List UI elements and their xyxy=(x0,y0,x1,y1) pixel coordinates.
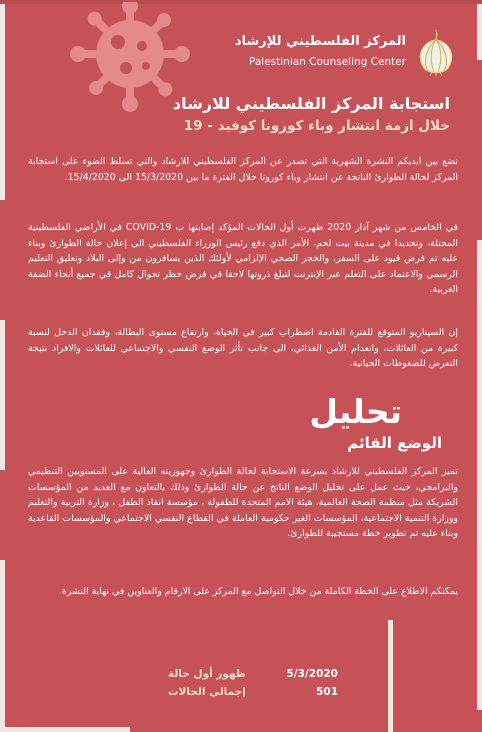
contact-paragraph: يمكنكم الاطلاع على الخطة الكاملة من خلال التواصل مع المركز على الارقام والعناوين في نهاية النشرة. xyxy=(58,586,458,597)
stat-value: 501 xyxy=(316,686,338,698)
page-title: استجابة المركز الفلسطيني للارشاد xyxy=(172,94,450,113)
frame-left-bottom xyxy=(0,320,5,470)
stats-box xyxy=(168,668,338,704)
stat-row xyxy=(168,668,338,686)
outbreak-paragraph: في الخامس من شهر آذار 2020 ظهرت أول الحالات المؤكد إصابتها ب COVID-19 في الأراضي الفلسطينية المحتلة، وتحديدا في مدينة بيت لحم، الأمر الذي دفع رئيس الوزراء الفلسطيني الى إعلان حالة الطوارئ وبناء عليه تم فرض قيود على السفر، والحجر الصحي الإلزامي لأولئك الذين يسافرون من وإلى البلاد وتعليق التعليم الرسمي والاعتماد على التعلم عبر الإنترنت لتبلغ ذروتها لاحقا في فرض حظر تجوال كامل في جميع أنحاء الضفة الغربية. xyxy=(28,222,458,295)
page-subtitle: خلال ازمة انتشار وباء كورونا كوفيد - 19 xyxy=(183,118,450,134)
frame-left-top xyxy=(0,0,5,200)
frame-right-mid xyxy=(477,240,482,710)
frame-bottom-right-line xyxy=(388,620,393,732)
section-title: تحليل xyxy=(309,392,402,431)
frame-right-top xyxy=(477,0,482,60)
frame-bottom-left-corner xyxy=(0,560,5,732)
scenario-paragraph: إن السيناريو المتوقع للفترة القادمة اضطراب كبير في الحياة، وارتفاع مستوى البطالة، وفقدان الدخل لنسبة كبيرة من العائلات، وانعدام الأمن الغذائي، الى جانب تأثر الوضع النفسي والاجتماعي للعائلات والافراد نتيجة التعرض للضغوطات الحياتية. xyxy=(28,327,458,369)
onion-logo-icon xyxy=(414,28,458,76)
org-name-ar: المركز الفلسطيني للإرشاد xyxy=(234,34,406,49)
analysis-paragraph: تميز المركز الفلسطيني للارشاد بسرعة الاستجابة لحالة الطوارئ وجهوزيته العالية على المستويين التنظيمي والبرامجي، حيث عمل على تحليل الوضع الناتج عن حالة الطوارئ وذلك بالتعاون مع العديد من المؤسسات الشريكة مثل منظمة الصحة العالمية، هيئة الامم المتحدة للطفولة ، مؤسسة انقاذ الطفل ، وزارة التربية والتعليم ووزارة التنمية الاجتماعية، المؤسسات الغير حكومية العاملة في القطاع النفسي الاجتماعي والمؤسسات القاعدية وبناء عليه تم تطوير خطة مستجيبة للطوارئ. xyxy=(28,466,458,539)
stat-label: إجمالي الحالات xyxy=(168,686,246,698)
frame-bottom-left xyxy=(0,727,130,732)
stat-label: ظهور أول حالة xyxy=(168,668,246,680)
stat-value: 5/3/2020 xyxy=(286,668,338,680)
org-name-en: Palestinian Counseling Center xyxy=(248,56,406,68)
intro-paragraph: نضع بين ايديكم النشرة الشهرية التي تصدر عن المركز الفلسطيني للارشاد والتي تسلط الضوء على استجابة المركز لحالة الطوارئ الناتجة عن انتشار وباء كورونا خلال الفترة ما بين 15/3/2020 الى 15/4/2020. xyxy=(28,156,458,183)
stat-row xyxy=(168,686,338,704)
logo xyxy=(128,28,468,78)
section-subtitle: الوضع القائم xyxy=(347,434,442,452)
